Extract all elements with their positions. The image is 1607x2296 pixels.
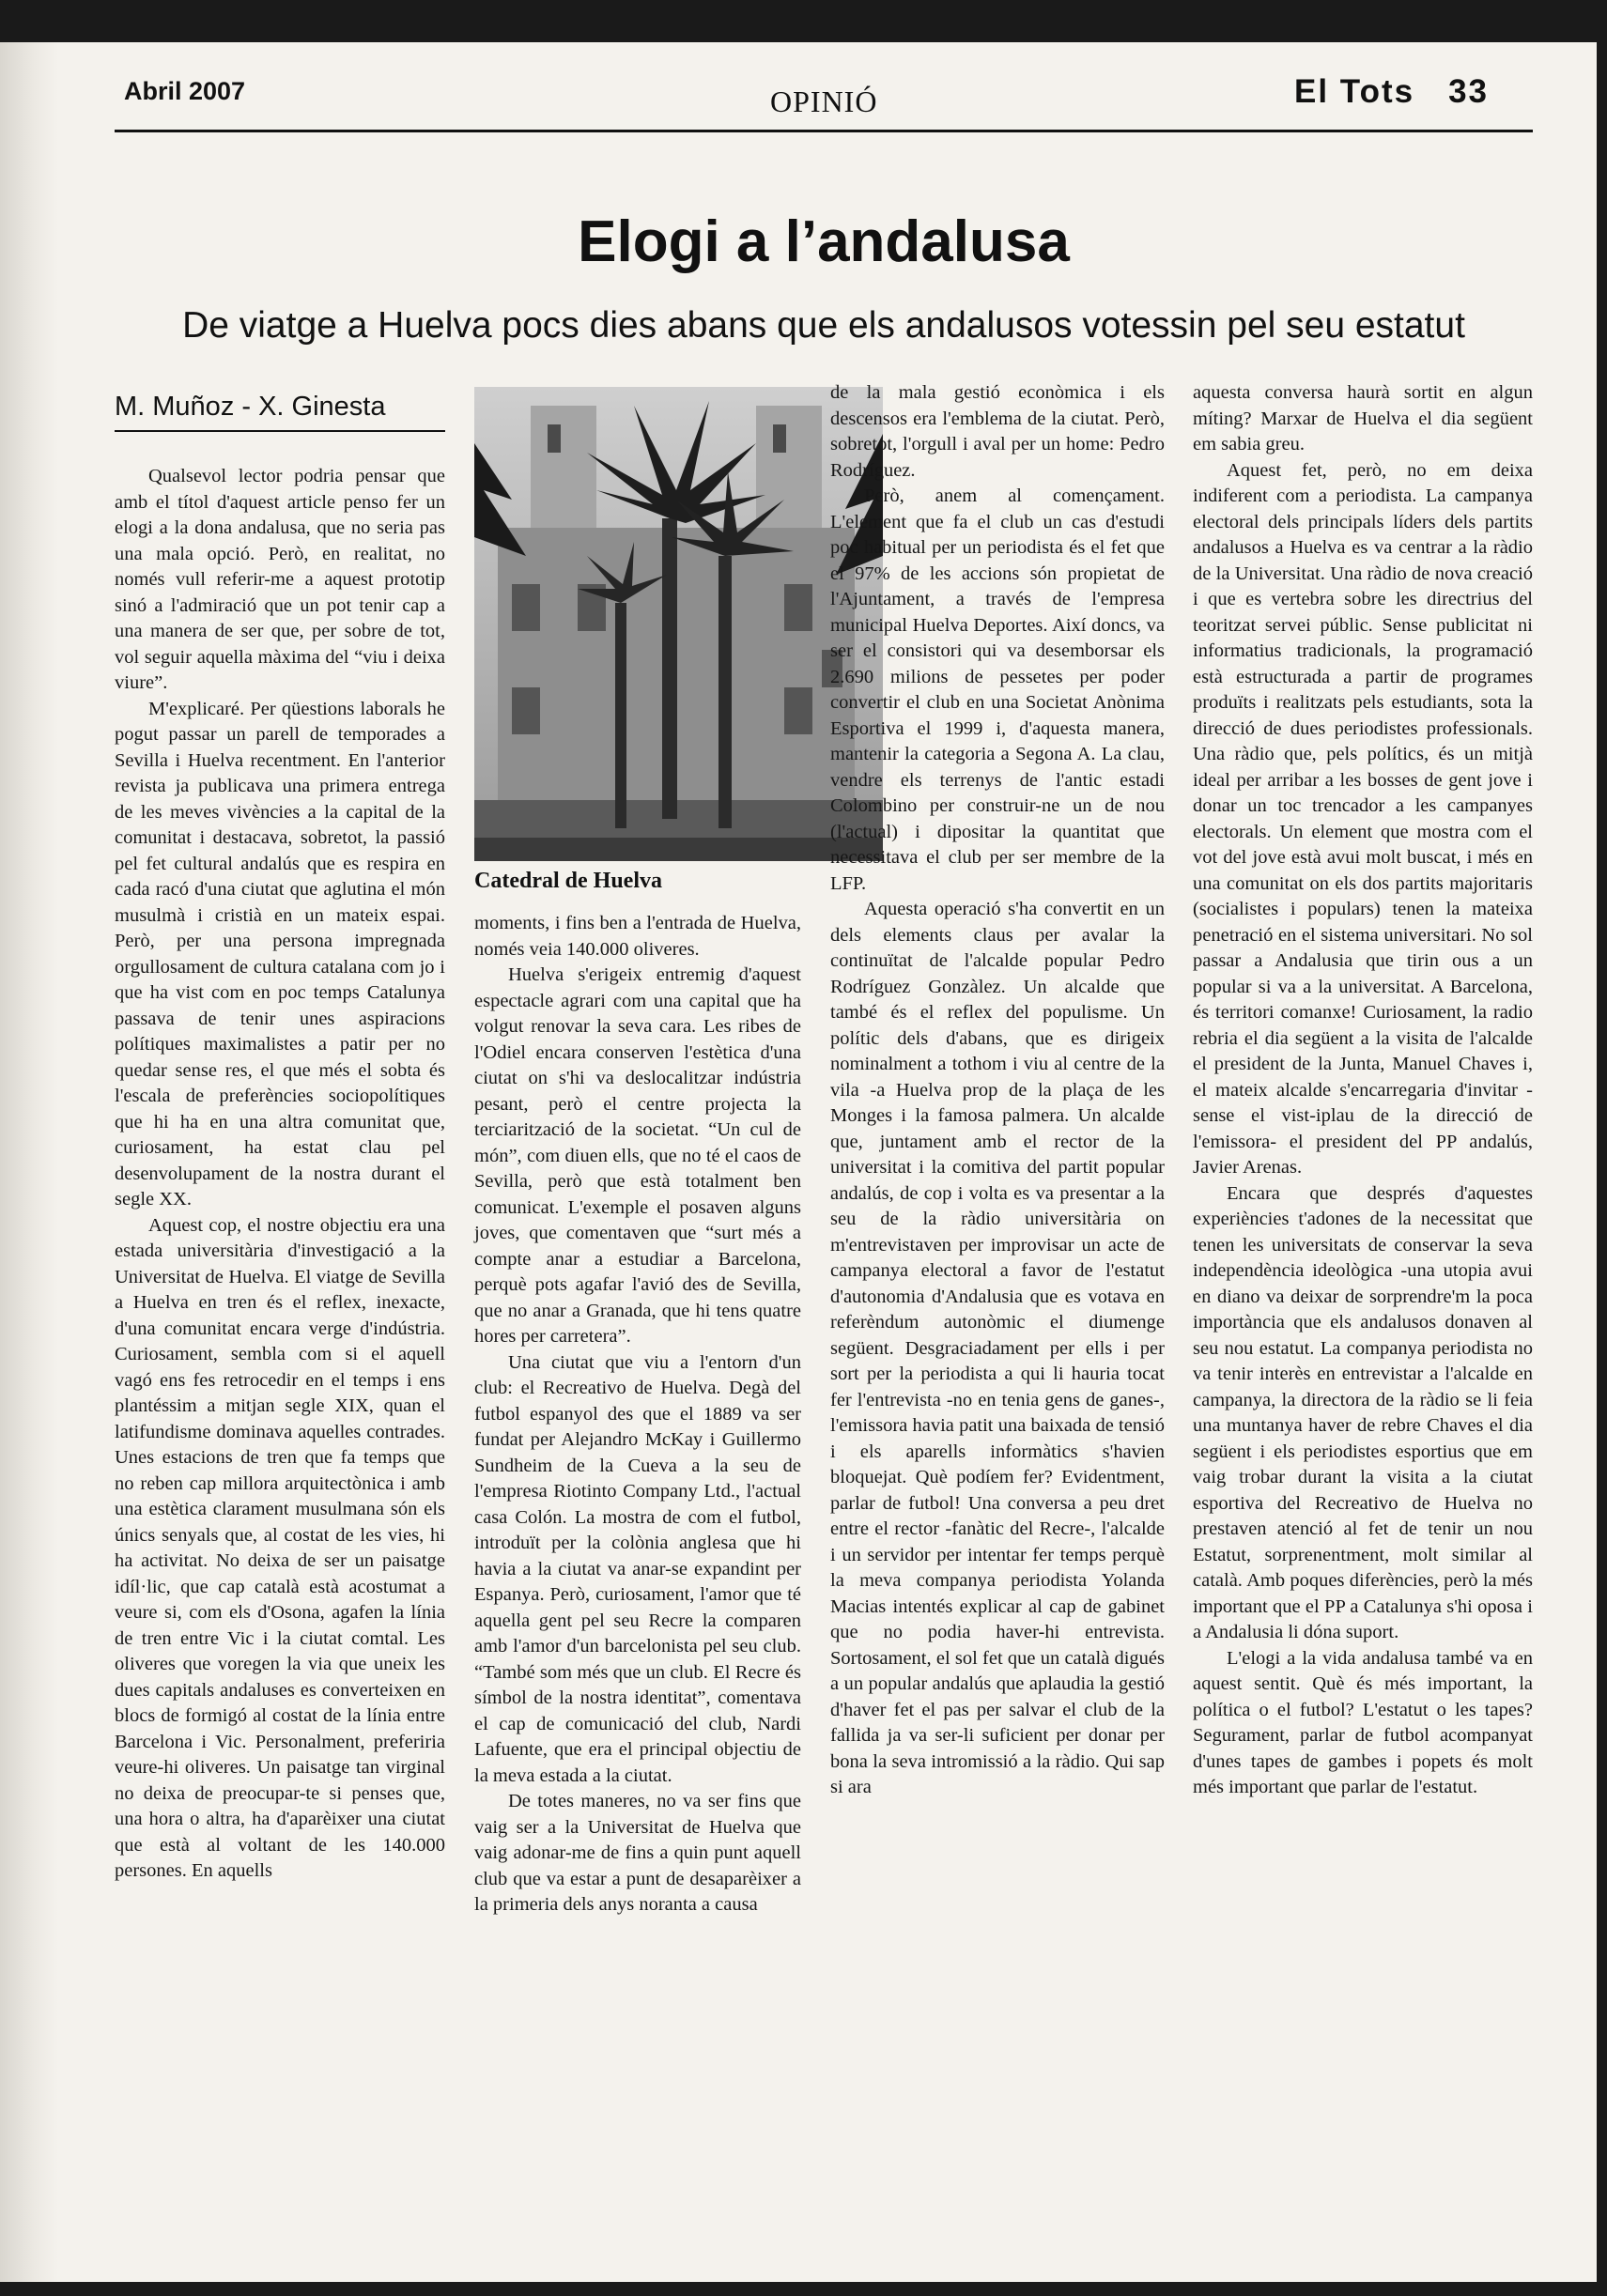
article-column-3 (830, 380, 1165, 1801)
article-column-2 (474, 911, 801, 1918)
paragraph: L'elogi a la vida andalusa també va en aquest sentit. Què és més important, la política o el futbol? L'estatut o les tapes? Segurament, parlar de futbol acompanyat d'unes tapes de gambes i popets és molt més important que parlar de l'estatut. (1193, 1647, 1533, 1797)
paragraph: de la mala gestió econòmica i els descensos era l'emblema de la ciutat. Però, sobretot, l'orgull i aval per un home: Pedro Rodríguez. (830, 382, 1165, 481)
paragraph: M'explicaré. Per qüestions laborals he pogut passar un parell de temporades a Sevilla i Huelva recentment. En l'anterior revista ja publicava una primera entrega de les meves vivències a la capital de la comunitat i destacava, sobretot, la passió pel fet cultural andalús que es respira en cada racó d'una ciutat que aglutina el món musulmà i cristià en un mateix espai. Però, per una persona impregnada orgullosament de cultura catalana com jo i que ha vist com en poc temps Catalunya passava de tenir unes aspiracions polítiques maximalistes a patir per no quedar sense res, el que més el sobta és l'escala de preferències sociopolítiques que hi ha en una altra comunitat que, curiosament, ha estat clau pel desenvolupament de la nostra durant el segle XX. (115, 698, 445, 1210)
article-byline: M. Muñoz - X. Ginesta (115, 392, 445, 432)
paragraph: Aquest fet, però, no em deixa indiferent com a periodista. La campanya electoral dels principals líders dels partits andalusos a Huelva es va centrar a la ràdio de la Universitat. Una ràdio de nova creació i que es vertebra sobre les directrius del teoritzat servei públic. Sense publicitat ni informatius tradicionals, la programació està estructurada a partir de programes produïts i realitzats pels estudiants, sota la direcció de dues periodistes professionals. Una ràdio que, pels polítics, és un mitjà ideal per arribar a les bosses de gent jove i donar un toc trencador a les campanyes electorals. Un element que mostra com el vot del jove està avui molt buscat, i més en una comunitat on els dos partits majoritaris (socialistes i populars) tenen la mateixa penetració en el sistema universitari. No sol passar a Andalusia que tirin ous a un popular si va a la universitat. A Barcelona, és territori comanxe! Curiosament, la radio rebria el dia següent a la visita de l'alcalde el president de la Junta, Manuel Chaves i, el mateix alcalde s'encarregaria d'invitar -sense el vist-iplau de la direcció de l'emissora- el president del PP andalús, Javier Arenas. (1193, 459, 1533, 1178)
photo-caption: Catedral de Huelva (474, 869, 662, 893)
article-column-1 (115, 464, 445, 1885)
paragraph: Però, anem al començament. L'element que fa el club un cas d'estudi poc habitual per un periodista és el fet que el 97% de les accions són propietat de l'Ajuntament, a través de l'empresa municipal Huelva Deportes. Així doncs, va ser el consistori qui va desemborsar els 2.690 milions de pessetes per poder convertir el club en una Societat Anònima Esportiva el 1999 i, d'aquesta manera, mantenir la categoria a Segona A. La clau, vendre els terrenys de l'antic estadi Colombino per construir-ne un de nou (l'actual) i dipositar la quantitat que necessitava el club per ser membre de la LFP. (830, 485, 1165, 894)
page-gutter-shadow (0, 42, 58, 2282)
paragraph: Encara que després d'aquestes experiències t'adones de la necessitat que tenen les universitats de conservar la seva independència ideològica -una utopia avui en diano va deixar de sorprendre'm la poca importància que els andalusos donaven al seu nou estatut. La companya periodista no va tenir interès en entrevistar a l'alcalde en campanya, la directora de la ràdio se li feia una muntanya haver de rebre Chaves el dia següent i els periodistes esportius que em vaig trobar durant la visita a la ciutat esportiva del Recreativo de Huelva no prestaven atenció al fet de tenir un nou Estatut, sorprenentment, molt similar al català. Amb poques diferències, però la més important que el PP a Catalunya s'hi oposa i a Andalusia li dóna suport. (1193, 1182, 1533, 1642)
cathedral-photo (474, 387, 883, 861)
paragraph: Aquesta operació s'ha convertit en un dels elements claus per avalar la continuïtat de l'alcalde popular Pedro Rodríguez Gonzàlez. Un alcalde que també és el reflex del populisme. Un polític dels d'abans, que es dirigeix nominalment a tothom i viu al centre de la vila -a Huelva prop de la plaça de les Monges i la famosa palmera. Un alcalde que, juntament amb el rector de la universitat i la comitiva del partit popular andalús, de cop i volta es va presentar a la seu de la ràdio universitària on m'entrevistaven per improvisar un acte de campanya electoral a favor de l'estatut d'autonomia d'Andalusia que es votava en referèndum autonòmic el diumenge següent. Desgraciadament per ells i per sort per la periodista a qui li hauria tocat fer l'entrevista -no en tenia gens de ganes-, l'emissora havia patit una baixada de tensió i els aparells informàtics s'havien bloquejat. Què podíem fer? Evidentment, parlar de futbol! Una conversa a peu dret entre el rector -fanàtic del Recre-, l'alcalde i un servidor per intentar fer temps perquè la meva companya periodista Yolanda Macias intentés explicar al cap de gabinet que no podia haver-hi entrevista. Sortosament, el sol fet que un català digués a un popular andalús que aplaudia la gestió d'haver fet el pas per salvar el club de la fallida ja va ser-li suficient per donar per bona la seva intromissió a la ràdio. Qui sap si ara (830, 899, 1165, 1797)
article-title: Elogi a l’andalusa (578, 209, 1070, 274)
cathedral-photo-drawing (474, 387, 883, 861)
paragraph: Huelva s'erigeix entremig d'aquest espectacle agrari com una capital que ha volgut renovar la seva cara. Les ribes de l'Odiel encara conserven l'estètica d'una ciutat on s'hi va deslocalitzar indústria pesant, però el centre projecta la terciarització de la societat. “Un cul de món”, com diuen ells, que no té el caos de Sevilla, però que està totalment ben comunicat. L'exemple el posaven alguns joves, que comentaven que “surt més a compte anar a estudiar a Barcelona, perquè pots agafar l'avió des de Sevilla, que no anar a Granada, que hi tens quatre hores per carretera”. (474, 964, 801, 1347)
issue-date: Abril 2007 (124, 77, 246, 105)
paragraph: aquesta conversa haurà sortit en algun míting? Marxar de Huelva el dia següent em sabia greu. (1193, 382, 1533, 455)
paragraph: Aquest cop, el nostre objectiu era una estada universitària d'investigació a la Universitat de Huelva. El viatge de Sevilla a Huelva en tren és el reflex, inexacte, d'una comunitat encara verge d'indústria. Curiosament, sembla com si el aquell vagó ens fes retrocedir en el temps i ens plantéssim a mitjan segle XIX, quan el latifundisme dominava aquelles contrades. Unes estacions de tren que fa temps que no reben cap millora arquitectònica i amb una estètica clarament musulmana són els únics senyals que, al costat de les vies, hi ha activitat. No deixa de ser un paisatge idíl·lic, que cap català està acostumat a veure si, com els d'Osona, agafen la línia de tren entre Vic i la ciutat comtal. Les oliveres que voregen la via que uneix les dues capitals andaluses es converteixen en blocs de formigó al costat de la línia entre Barcelona i Vic. Personalment, preferiria veure-hi oliveres. Un paisatge tan virginal no deixa de preocupar-te si penses que, una hora o altra, ha d'aparèixer una ciutat que està al voltant de les 140.000 persones. En aquells (115, 1214, 445, 1881)
paragraph: moments, i fins ben a l'entrada de Huelva, només veia 140.000 oliveres. (474, 913, 801, 960)
paragraph: Qualsevol lector podria pensar que amb el títol d'aquest article penso fer un elogi a la dona andalusa, que no seria pas una mala opció. Però, en realitat, no només vull referir-me a aquest prototip sinó a l'admiració que un pot tenir cap a una manera de ser que, per sobre de tot, vol seguir aquella màxima del “viu i deixa viure”. (115, 466, 445, 693)
page-number: 33 (1448, 73, 1490, 110)
paragraph: Una ciutat que viu a l'entorn d'un club: el Recreativo de Huelva. Degà del futbol espanyol des que el 1889 va ser fundat per Alejandro McKay i Guillermo Sundheim de la Cueva a la seu de l'empresa Riotinto Company Ltd., l'actual casa Colón. La mostra de com el futbol, introduït per la colònia anglesa que hi havia a la ciutat va anar-se expandint per Espanya. Però, curiosament, l'amor que té aquella gent pel seu Recre la comparen amb l'amor d'un barcelonista pel seu club. “També som més que un club. El Recre és símbol de la nostra identitat”, comentava el cap de comunicació del club, Nardi Lafuente, que era el principal objectiu de la meva estada a la ciutat. (474, 1351, 801, 1786)
section-name: OPINIÓ (770, 85, 878, 118)
article-column-4 (1193, 380, 1533, 1801)
masthead (1294, 73, 1489, 111)
header-rule (115, 130, 1533, 132)
article-subtitle: De viatge a Huelva pocs dies abans que els andalusos votessin pel seu estatut (182, 305, 1465, 346)
publication-name: El Tots (1294, 73, 1415, 110)
paragraph: De totes maneres, no va ser fins que vaig ser a la Universitat de Huelva que vaig adonar-me de fins a quin punt aquell club que va estar a punt de desaparèixer a la primeria dels anys noranta a causa (474, 1791, 801, 1915)
